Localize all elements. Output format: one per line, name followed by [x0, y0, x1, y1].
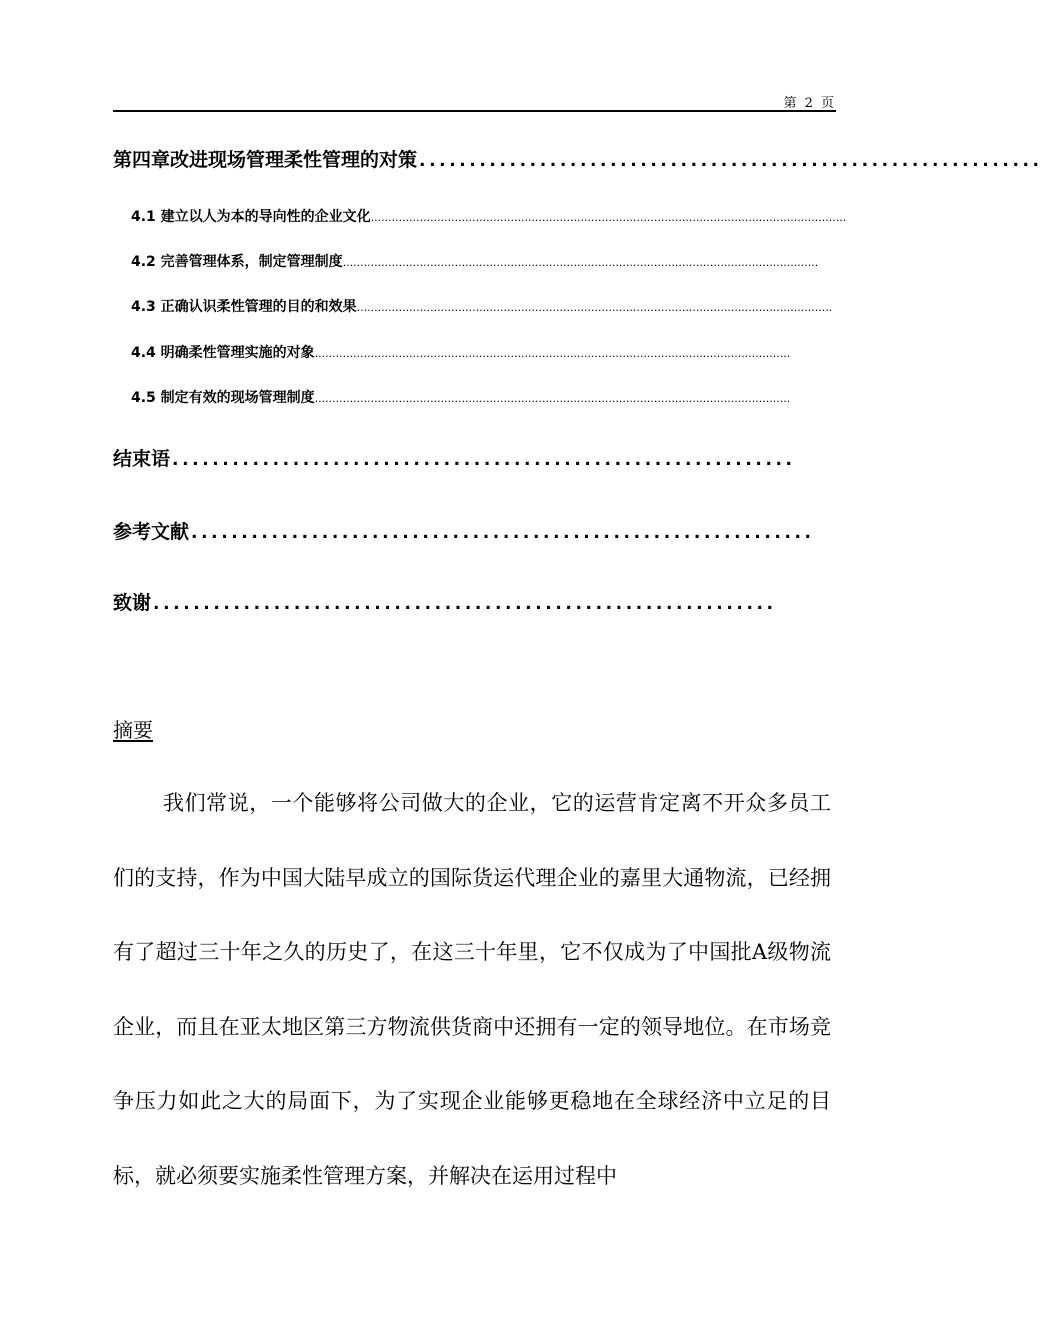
- toc-entry-label: 第四章改进现场管理柔性管理的对策: [113, 149, 418, 171]
- toc-leader-dots: ..............................................................: [419, 151, 1043, 171]
- toc-entry-label: 4.2 完善管理体系，制定管理制度: [131, 254, 343, 270]
- toc-leader-dots: ........................................................................................................................................: [356, 301, 833, 314]
- page-header: [113, 92, 836, 112]
- toc-leader-dots: ..............................................................: [153, 594, 777, 614]
- toc-leader-dots: ........................................................................................................................................: [314, 347, 791, 360]
- toc-leader-dots: ........................................................................................................................................: [370, 211, 847, 224]
- toc-entry-label: 4.3 正确认识柔性管理的目的和效果: [131, 299, 357, 315]
- abstract-title: 摘要: [113, 718, 153, 742]
- page-number: 第 2 页: [783, 96, 836, 111]
- toc-leader-dots: ........................................................................................................................................: [342, 256, 819, 269]
- toc-entry-references[interactable]: [113, 517, 815, 547]
- toc-entry-label: 4.1 建立以人为本的导向性的企业文化: [131, 209, 371, 225]
- toc-entry-4-1[interactable]: [131, 206, 847, 228]
- toc-entry-4-5[interactable]: [131, 387, 791, 409]
- toc-leader-dots: ..............................................................: [172, 450, 796, 470]
- toc-entry-chapter4[interactable]: [113, 145, 1043, 175]
- toc-entry-label: 4.4 明确柔性管理实施的对象: [131, 345, 315, 361]
- toc-entry-acknowledgement[interactable]: [113, 588, 785, 618]
- toc-leader-dots: ........................................................................................................................................: [314, 392, 791, 405]
- toc-entry-4-2[interactable]: [131, 251, 819, 273]
- toc-entry-4-3[interactable]: [131, 296, 833, 318]
- toc-entry-4-4[interactable]: [131, 342, 791, 364]
- toc-entry-label: 4.5 制定有效的现场管理制度: [131, 390, 315, 406]
- toc-entry-label: 结束语: [113, 448, 171, 470]
- toc-leader-dots: ..............................................................: [191, 523, 815, 543]
- toc-entry-conclusion[interactable]: [113, 444, 796, 474]
- toc-entry-label: 参考文献: [113, 521, 190, 543]
- abstract-paragraph: 我们常说，一个能够将公司做大的企业，它的运营肯定离不开众多员工们的支持，作为中国大陆早成立的国际货运代理企业的嘉里大通物流，已经拥有了超过三十年之久的历史了，在这三十年里，它不仅成为了中国批A级物流企业，而且在亚太地区第三方物流供货商中还拥有一定的领导地位。在市场竞争压力如此之大的局面下，为了实现企业能够更稳地在全球经济中立足的目标，就必须要实施柔性管理方案，并解决在运用过程中: [113, 791, 831, 1188]
- toc-entry-label: 致谢: [113, 592, 152, 614]
